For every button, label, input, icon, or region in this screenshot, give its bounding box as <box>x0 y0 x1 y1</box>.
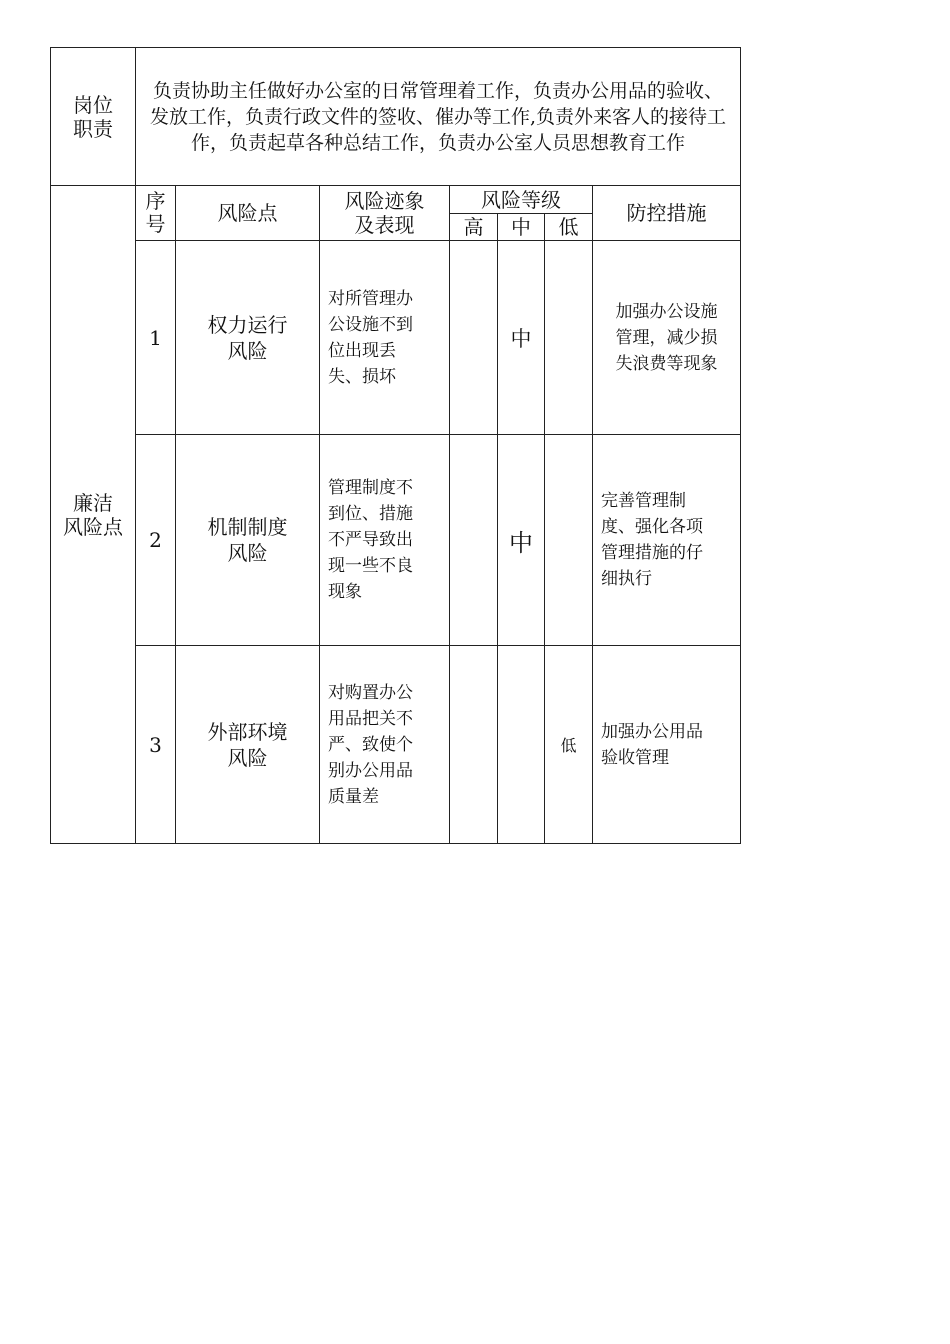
risk-table <box>50 47 741 844</box>
row-measure-text: 完善管理制 度、强化各项 管理措施的仔 细执行 <box>601 491 703 589</box>
row-symptom <box>320 241 450 435</box>
row-measure <box>593 646 741 844</box>
row-level-mid-text: 中 <box>510 326 532 351</box>
row-symptom-text: 对所管理办 公设施不到 位出现丢 失、损坏 <box>328 288 413 387</box>
header-point-text: 风险点 <box>217 201 278 225</box>
header-high <box>450 214 498 241</box>
row-level-mid <box>498 435 545 646</box>
row-level-high <box>450 435 498 646</box>
header-mid-text: 中 <box>511 215 531 239</box>
row-seq-text: 1 <box>149 325 162 350</box>
header-level <box>450 186 593 214</box>
header-seq-text: 序 号 <box>145 189 166 236</box>
row-level-high <box>450 646 498 844</box>
row-point <box>176 435 320 646</box>
row-measure-text: 加强办公设施 管理，减少损 失浪费等现象 <box>615 301 718 374</box>
row-measure <box>593 435 741 646</box>
header-measure-text: 防控措施 <box>626 201 707 225</box>
table-row <box>51 241 741 435</box>
row-point <box>176 646 320 844</box>
row-seq-text: 2 <box>149 528 162 552</box>
row-level-mid-text: 中 <box>509 528 533 557</box>
row-point-text: 权力运行 风险 <box>207 312 288 363</box>
header-low-text: 低 <box>558 215 579 239</box>
duty-row <box>51 48 741 186</box>
row-measure <box>593 241 741 435</box>
row-symptom <box>320 646 450 844</box>
duty-label <box>51 48 136 186</box>
row-level-low-text: 低 <box>560 736 577 755</box>
row-level-mid <box>498 241 545 435</box>
row-seq <box>136 241 176 435</box>
header-high-text: 高 <box>463 215 484 239</box>
header-symptom-text: 风险迹象 及表现 <box>344 189 425 237</box>
duty-description <box>136 48 741 186</box>
row-seq-text: 3 <box>149 732 162 757</box>
header-seq <box>136 186 176 241</box>
row-symptom-text: 对购置办公 用品把关不 严、致使个 别办公用品 质量差 <box>328 682 413 807</box>
header-row-1 <box>51 186 741 214</box>
row-point-text: 机制制度 风险 <box>207 515 288 565</box>
header-point <box>176 186 320 241</box>
header-low <box>545 214 593 241</box>
row-measure-text: 加强办公用品 验收管理 <box>601 721 703 768</box>
header-level-text: 风险等级 <box>481 187 561 212</box>
header-symptom <box>320 186 450 241</box>
risk-section-label-text: 廉洁 风险点 <box>63 490 123 539</box>
row-level-low <box>545 646 593 844</box>
row-seq <box>136 646 176 844</box>
row-level-low <box>545 241 593 435</box>
duty-label-text: 岗位 职责 <box>73 92 113 141</box>
risk-section-label <box>51 186 136 844</box>
row-symptom <box>320 435 450 646</box>
row-point-text: 外部环境 风险 <box>207 719 288 770</box>
header-mid <box>498 214 545 241</box>
row-point <box>176 241 320 435</box>
duty-description-text: 负责协助主任做好办公室的日常管理着工作，负责办公用品的验收、发放工作，负责行政文件的签收、催办等工作,负责外来客人的接待工作，负责起草各种总结工作，负责办公室人员思想教育工作 <box>150 79 727 154</box>
header-measure <box>593 186 741 241</box>
row-level-high <box>450 241 498 435</box>
table-row <box>51 646 741 844</box>
table-row <box>51 435 741 646</box>
row-level-low <box>545 435 593 646</box>
row-level-mid <box>498 646 545 844</box>
row-symptom-text: 管理制度不 到位、措施 不严导致出 现一些不良 现象 <box>328 478 413 602</box>
row-seq <box>136 435 176 646</box>
